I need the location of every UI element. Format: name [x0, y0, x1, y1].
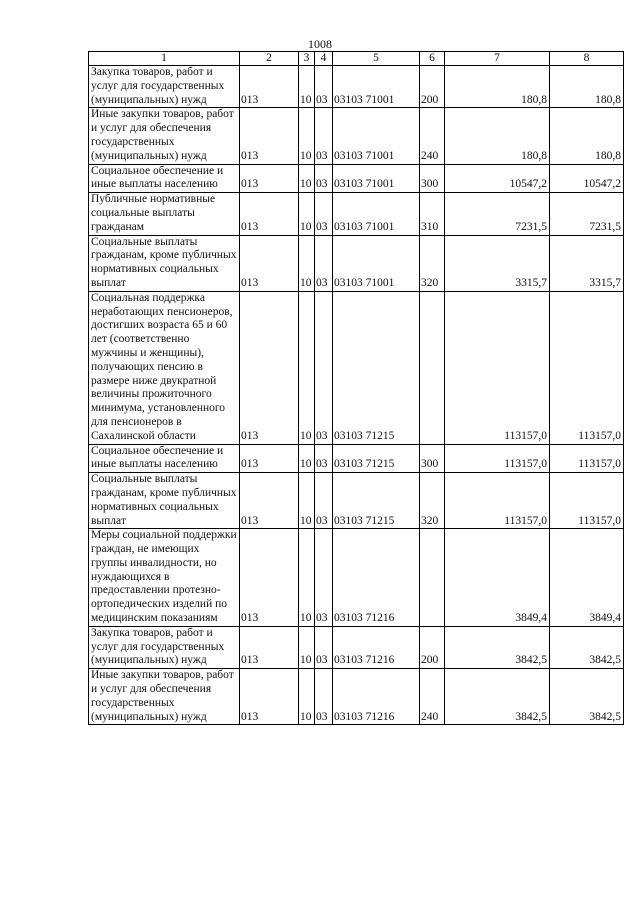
row-amount-2: 113157,0	[550, 473, 624, 529]
row-expense-type: 320	[420, 473, 445, 529]
row-subsection-code: 03	[315, 529, 333, 627]
row-target-code: 03103 71215	[333, 291, 420, 444]
row-amount-1: 3849,4	[445, 529, 550, 627]
row-target-code: 03103 71001	[333, 164, 420, 193]
table-row	[89, 626, 624, 668]
row-name: Социальные выплаты гражданам, кроме публичных нормативных социальных выплат	[89, 235, 240, 291]
row-amount-2: 180,8	[550, 108, 624, 164]
row-ministry-code: 013	[240, 235, 299, 291]
row-subsection-code: 03	[315, 669, 333, 725]
row-ministry-code: 013	[240, 164, 299, 193]
row-amount-2: 113157,0	[550, 291, 624, 444]
row-target-code: 03103 71001	[333, 108, 420, 164]
row-subsection-code: 03	[315, 291, 333, 444]
row-amount-2: 3849,4	[550, 529, 624, 627]
table-row	[89, 529, 624, 627]
row-amount-2: 3842,5	[550, 669, 624, 725]
table-row	[89, 235, 624, 291]
row-name: Меры социальной поддержки граждан, не имеющих группы инвалидности, но нуждающихся в предоставлении протезно-ортопедических изделий по медицинским показаниям	[89, 529, 240, 627]
row-amount-1: 7231,5	[445, 193, 550, 235]
row-amount-2: 3315,7	[550, 235, 624, 291]
row-ministry-code: 013	[240, 108, 299, 164]
column-header-name: 1	[89, 52, 240, 66]
row-ministry-code: 013	[240, 473, 299, 529]
row-amount-1: 3842,5	[445, 669, 550, 725]
row-expense-type: 240	[420, 108, 445, 164]
row-ministry-code: 013	[240, 66, 299, 108]
header-row	[89, 52, 624, 66]
row-expense-type: 240	[420, 669, 445, 725]
row-section-code: 10	[299, 235, 315, 291]
row-name: Публичные нормативные социальные выплаты гражданам	[89, 193, 240, 235]
column-header-expense: 6	[420, 52, 445, 66]
row-ministry-code: 013	[240, 444, 299, 473]
budget-table	[88, 51, 624, 725]
row-section-code: 10	[299, 108, 315, 164]
row-subsection-code: 03	[315, 444, 333, 473]
row-amount-1: 180,8	[445, 66, 550, 108]
row-section-code: 10	[299, 444, 315, 473]
row-expense-type: 300	[420, 444, 445, 473]
row-name: Социальная поддержка неработающих пенсионеров, достигших возраста 65 и 60 лет (соответственно мужчины и женщины), получающих пенсию в размере ниже двукратной величины прожиточного минимума, установленного для пенсионеров в Сахалинской области	[89, 291, 240, 444]
row-name: Социальное обеспечение и иные выплаты населению	[89, 444, 240, 473]
row-target-code: 03103 71001	[333, 193, 420, 235]
row-subsection-code: 03	[315, 193, 333, 235]
row-amount-2: 113157,0	[550, 444, 624, 473]
row-subsection-code: 03	[315, 66, 333, 108]
row-amount-2: 7231,5	[550, 193, 624, 235]
row-expense-type: 300	[420, 164, 445, 193]
column-header-ministry: 2	[240, 52, 299, 66]
row-section-code: 10	[299, 529, 315, 627]
row-amount-2: 3842,5	[550, 626, 624, 668]
row-target-code: 03103 71001	[333, 235, 420, 291]
row-expense-type: 200	[420, 626, 445, 668]
table-row	[89, 669, 624, 725]
table-row	[89, 108, 624, 164]
row-amount-1: 113157,0	[445, 291, 550, 444]
column-header-subsection: 4	[315, 52, 333, 66]
row-name: Закупка товаров, работ и услуг для государственных (муниципальных) нужд	[89, 66, 240, 108]
table-row	[89, 164, 624, 193]
row-target-code: 03103 71216	[333, 626, 420, 668]
row-name: Иные закупки товаров, работ и услуг для обеспечения государственных (муниципальных) нужд	[89, 108, 240, 164]
row-amount-1: 3315,7	[445, 235, 550, 291]
row-subsection-code: 03	[315, 626, 333, 668]
row-ministry-code: 013	[240, 193, 299, 235]
page-number: 1008	[308, 37, 332, 51]
column-header-section: 3	[299, 52, 315, 66]
row-expense-type: 200	[420, 66, 445, 108]
row-ministry-code: 013	[240, 626, 299, 668]
row-expense-type	[420, 529, 445, 627]
row-target-code: 03103 71001	[333, 66, 420, 108]
row-amount-2: 10547,2	[550, 164, 624, 193]
row-ministry-code: 013	[240, 529, 299, 627]
row-amount-1: 10547,2	[445, 164, 550, 193]
row-section-code: 10	[299, 669, 315, 725]
column-header-amount1: 7	[445, 52, 550, 66]
row-target-code: 03103 71216	[333, 669, 420, 725]
row-subsection-code: 03	[315, 235, 333, 291]
column-header-amount2: 8	[550, 52, 624, 66]
row-expense-type: 310	[420, 193, 445, 235]
table-row	[89, 291, 624, 444]
row-amount-1: 3842,5	[445, 626, 550, 668]
row-section-code: 10	[299, 291, 315, 444]
row-amount-1: 113157,0	[445, 473, 550, 529]
row-section-code: 10	[299, 66, 315, 108]
row-amount-1: 113157,0	[445, 444, 550, 473]
row-expense-type	[420, 291, 445, 444]
column-header-target: 5	[333, 52, 420, 66]
row-target-code: 03103 71215	[333, 444, 420, 473]
table-row	[89, 473, 624, 529]
row-name: Социальное обеспечение и иные выплаты населению	[89, 164, 240, 193]
row-name: Социальные выплаты гражданам, кроме публичных нормативных социальных выплат	[89, 473, 240, 529]
row-ministry-code: 013	[240, 669, 299, 725]
row-expense-type: 320	[420, 235, 445, 291]
row-name: Закупка товаров, работ и услуг для государственных (муниципальных) нужд	[89, 626, 240, 668]
row-subsection-code: 03	[315, 473, 333, 529]
row-target-code: 03103 71216	[333, 529, 420, 627]
table-row	[89, 66, 624, 108]
row-section-code: 10	[299, 626, 315, 668]
row-amount-2: 180,8	[550, 66, 624, 108]
table-row	[89, 193, 624, 235]
row-section-code: 10	[299, 473, 315, 529]
row-subsection-code: 03	[315, 108, 333, 164]
row-name: Иные закупки товаров, работ и услуг для обеспечения государственных (муниципальных) нужд	[89, 669, 240, 725]
row-section-code: 10	[299, 164, 315, 193]
row-section-code: 10	[299, 193, 315, 235]
row-subsection-code: 03	[315, 164, 333, 193]
row-target-code: 03103 71215	[333, 473, 420, 529]
table-row	[89, 444, 624, 473]
row-amount-1: 180,8	[445, 108, 550, 164]
row-ministry-code: 013	[240, 291, 299, 444]
